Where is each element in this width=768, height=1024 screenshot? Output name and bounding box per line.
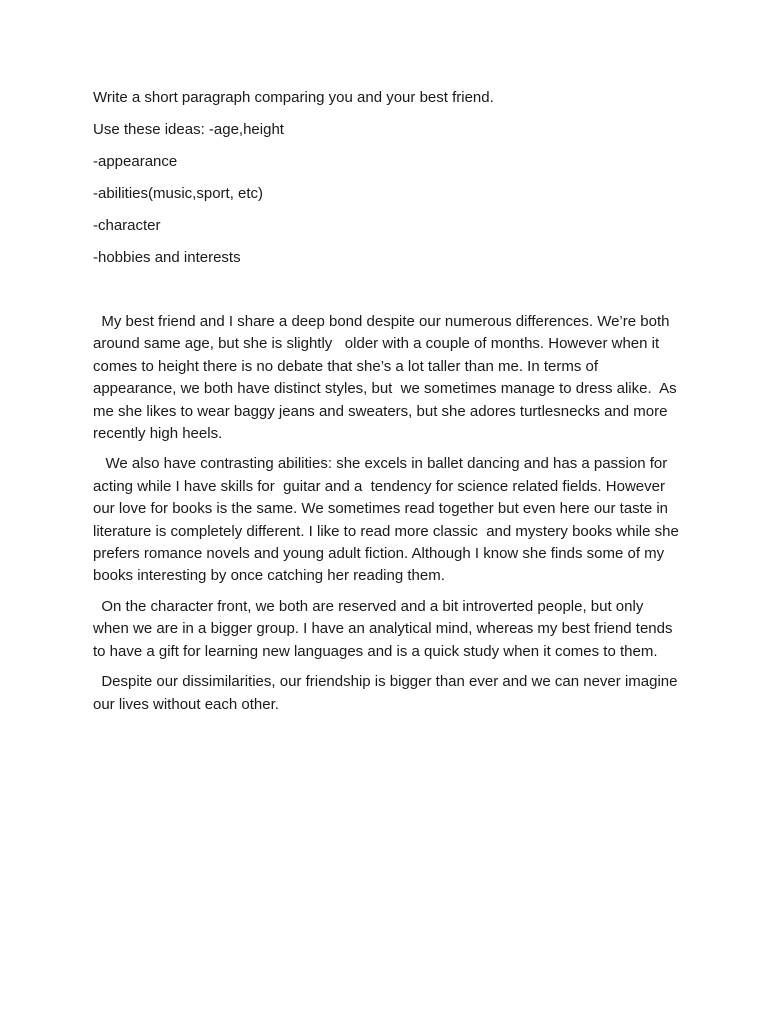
document-page bbox=[93, 88, 683, 724]
essay-paragraph-appearance: My best friend and I share a deep bond despite our numerous differences. We’re both around same age, but she is slightly older with a couple of months. However when it comes to height there is no debate that she’s a lot taller than me. In terms of appearance, we both have distinct styles, but we sometimes manage to dress alike. As me she likes to wear baggy jeans and sweaters, but she adores turtlesnecks and more recently high heels. bbox=[93, 313, 681, 443]
assignment-prompt bbox=[93, 88, 683, 268]
prompt-idea-character: -character bbox=[93, 217, 161, 234]
essay-paragraph-character: On the character front, we both are reserved and a bit introverted people, but only when we are in a bigger group. I have an analytical mind, whereas my best friend tends to have a gift for learning new languages and is a quick study when it comes to them. bbox=[93, 597, 677, 660]
prompt-idea-appearance: -appearance bbox=[93, 153, 178, 170]
prompt-idea-abilities: -abilities(music,sport, etc) bbox=[93, 185, 264, 202]
prompt-ideas-intro: Use these ideas: -age,height bbox=[93, 121, 284, 138]
essay-paragraph-abilities: We also have contrasting abilities: she excels in ballet dancing and has a passion for acting while I have skills for guitar and a tendency for science related fields. However our love for books is the same. We sometimes read together but even here our taste in literature is completely different. I like to read more classic and mystery books while she prefers romance novels and young adult fiction. Although I know she finds some of my books interesting by once catching her reading them. bbox=[93, 455, 683, 585]
prompt-instruction: Write a short paragraph comparing you and your best friend. bbox=[93, 89, 494, 106]
essay-paragraph-conclusion: Despite our dissimilarities, our friendship is bigger than ever and we can never imagine our lives without each other. bbox=[93, 673, 682, 713]
prompt-idea-hobbies: -hobbies and interests bbox=[93, 249, 241, 266]
essay-body bbox=[93, 311, 683, 716]
